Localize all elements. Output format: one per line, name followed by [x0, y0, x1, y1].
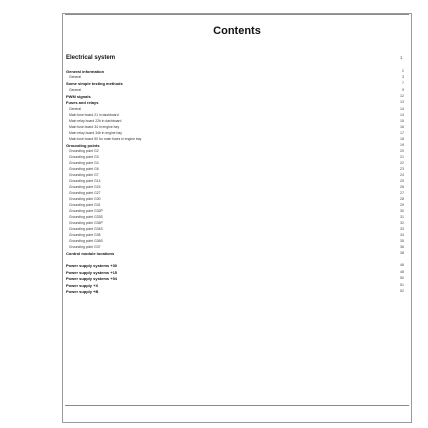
toc-entry[interactable]: [69, 191, 404, 196]
toc-entry[interactable]: [69, 245, 404, 250]
toc-entry-page-number: 23: [400, 167, 404, 171]
toc-entry-page-number: 18: [400, 136, 404, 141]
toc-entry-label: Power supply +B: [66, 289, 99, 294]
toc-entry-label: Grounding point G30: [69, 197, 101, 201]
section-page-number: 1: [400, 55, 403, 60]
toc-entry-page-number: 16: [400, 124, 404, 129]
toc-entry-page-number: 46: [400, 263, 404, 268]
toc-entry-label: Grounding point G4: [69, 161, 99, 165]
toc-entry-page-number: 12: [400, 93, 404, 98]
toc-entry-label: Grounding point G31: [69, 203, 101, 207]
toc-entry-label: Grounding point G36S: [69, 239, 103, 243]
toc-entry-page-number: 14: [400, 106, 404, 111]
toc-entry-page-number: 9: [402, 87, 404, 92]
toc-entry-page-number: 19: [400, 142, 404, 147]
toc-entry-page-number: 29: [400, 203, 404, 207]
toc-entry-label: Main relay board 34b in engine bay: [69, 130, 122, 135]
toc-entry-page-number: 52: [400, 289, 404, 293]
toc-entry-label: Power supply systems +15: [66, 269, 118, 275]
toc-entry-label: Grounding point G2: [69, 149, 99, 153]
toc-entry-label: PWM signals: [66, 93, 91, 99]
toc-entry[interactable]: [66, 289, 404, 294]
toc-entry-page-number: 36: [400, 245, 404, 249]
toc-entry[interactable]: [69, 88, 404, 93]
toc-entry-page-number: 22: [400, 161, 404, 165]
toc-entry[interactable]: [66, 100, 404, 105]
toc-entry-page-number: 15: [400, 118, 404, 123]
toc-entry-page-number: 33: [400, 227, 404, 231]
toc-entry[interactable]: [69, 203, 404, 208]
toc-entry-label: Main fuse board 50 for main fuses in engine bay: [69, 136, 142, 141]
toc-entry-page-number: 20: [400, 149, 404, 153]
toc-entry-label: General: [69, 106, 82, 111]
toc-entry-label: Fuses and relays: [66, 100, 99, 106]
toc-entry-label: Main relay board 22b in dashboard: [69, 118, 122, 123]
toc-entry[interactable]: [69, 119, 404, 124]
toc-entry-label: General: [69, 87, 82, 92]
section-title: Electrical system: [66, 55, 116, 61]
toc-entry-page-number: 34: [400, 233, 404, 237]
toc-entry-page-number: 25: [400, 179, 404, 183]
toc-entry[interactable]: [66, 251, 404, 256]
toc-entry-label: Grounding point G33S: [69, 215, 103, 219]
toc-entry[interactable]: [69, 137, 404, 142]
toc-entry-page-number: 28: [400, 197, 404, 201]
toc-entry[interactable]: [69, 215, 404, 220]
toc-entry[interactable]: [66, 276, 404, 281]
toc-entry-page-number: 50: [400, 276, 404, 281]
toc-entry-label: Grounding point G37: [69, 245, 101, 249]
toc-entry[interactable]: [69, 221, 404, 226]
toc-entry-label: Grounding point G6: [69, 167, 99, 171]
toc-entry-page-number: 51: [400, 282, 404, 287]
toc-entry-label: Grounding point G34S: [69, 227, 103, 231]
toc-entry-label: General: [69, 75, 82, 80]
toc-entry-label: Power supply systems +54: [66, 276, 118, 282]
toc-entry[interactable]: [69, 107, 404, 112]
toc-entry-label: Grounding point G35: [69, 233, 101, 237]
toc-entry[interactable]: [69, 125, 404, 130]
toc-entry[interactable]: [69, 197, 404, 202]
toc-entry[interactable]: [69, 185, 404, 190]
toc-entry[interactable]: [69, 75, 404, 80]
toc-entry[interactable]: [66, 283, 404, 288]
toc-entry[interactable]: [69, 227, 404, 232]
toc-entry-page-number: 24: [400, 173, 404, 177]
toc-entry[interactable]: [66, 263, 404, 268]
toc-entry[interactable]: [69, 131, 404, 136]
toc-entry[interactable]: [66, 143, 404, 148]
toc-entry-label: Grounding point G14: [69, 179, 101, 183]
toc-entry-page-number: 14: [400, 112, 404, 117]
toc-entry-label: Grounding points: [66, 142, 100, 148]
toc-entry[interactable]: [66, 81, 404, 86]
toc-entry-label: Grounding point G32P: [69, 209, 103, 213]
toc-entry-label: Grounding point G7: [69, 173, 99, 177]
toc-entry-label: Control module locations: [66, 251, 115, 256]
toc-entry-label: Power supply systems +30: [66, 263, 118, 269]
toc-entry[interactable]: [69, 173, 404, 178]
bottom-rule: [65, 405, 409, 406]
toc-entry[interactable]: [66, 270, 404, 275]
toc-entry-page-number: 27: [400, 191, 404, 195]
toc-entry-page-number: 38: [400, 251, 404, 255]
toc-entry-page-number: 35: [400, 239, 404, 243]
toc-entry-page-number: 2: [402, 69, 404, 73]
toc-entry-page-number: 32: [400, 221, 404, 225]
top-rule: [65, 14, 409, 15]
toc-entry[interactable]: [69, 167, 404, 172]
toc-entry-label: Power supply +X: [66, 282, 99, 288]
toc-entry[interactable]: [66, 69, 404, 74]
toc-entry-page-number: 7: [402, 81, 404, 86]
toc-entry-page-number: 31: [400, 215, 404, 219]
toc-entry[interactable]: [69, 161, 404, 166]
toc-entry-label: Main fuse board 21 in dashboard: [69, 112, 119, 117]
toc-entry[interactable]: [69, 209, 404, 214]
toc-entry-label: Grounding point G3: [69, 155, 99, 159]
toc-entry[interactable]: [69, 113, 404, 118]
toc-entry-label: Grounding point G24: [69, 185, 101, 189]
toc-entry[interactable]: [66, 94, 404, 99]
toc-entry[interactable]: [69, 233, 404, 238]
toc-entry-label: Main fuse board 34 in engine bay: [69, 124, 120, 129]
toc-entry[interactable]: [69, 179, 404, 184]
toc-entry[interactable]: [69, 149, 404, 154]
toc-entry-page-number: 26: [400, 185, 404, 189]
toc-entry-page-number: 30: [400, 209, 404, 213]
toc-entry-label: Grounding point G27: [69, 191, 101, 195]
toc-entry[interactable]: [69, 155, 404, 160]
page-title: Contents: [213, 25, 261, 37]
toc-entry-page-number: 13: [400, 100, 404, 105]
toc-entry-page-number: 17: [400, 130, 404, 135]
toc-entry-label: General information: [66, 69, 105, 74]
toc-entry-page-number: 48: [400, 269, 404, 274]
toc-entry[interactable]: [69, 239, 404, 244]
toc-entry-page-number: 21: [400, 155, 404, 159]
toc-entry-label: Grounding point G34P: [69, 221, 103, 225]
toc-entry-page-number: 3: [402, 75, 404, 80]
toc-entry-label: Some simple testing methods: [66, 81, 123, 87]
